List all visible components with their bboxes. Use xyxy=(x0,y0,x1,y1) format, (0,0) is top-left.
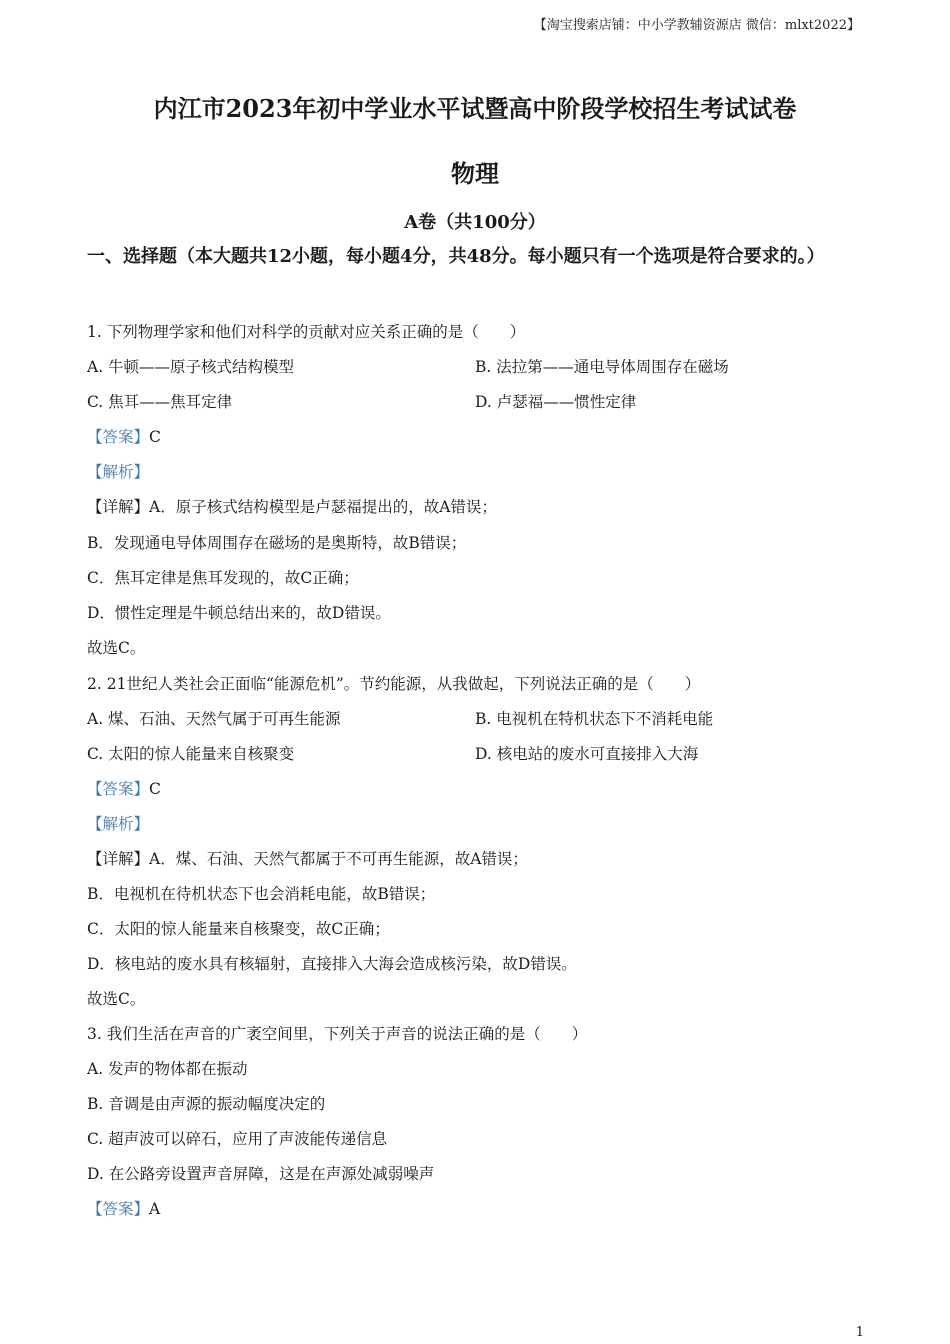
question-1-detail-d: D．惯性定理是牛顿总结出来的，故D错误。 xyxy=(87,604,391,622)
header-note: 【淘宝搜索店铺：中小学教辅资源店 微信：mlxt2022】 xyxy=(533,18,860,33)
question-3-option-c: C. 超声波可以碎石，应用了声波能传递信息 xyxy=(87,1130,388,1148)
question-2-answer xyxy=(87,777,161,799)
section-heading: 一、选择题（本大题共12小题，每小题4分，共48分。每小题只有一个选项是符合要求的。） xyxy=(87,246,825,267)
answer-value: A xyxy=(149,1200,161,1218)
question-2-analysis-label: 【解析】 xyxy=(87,815,150,833)
question-1-analysis-label: 【解析】 xyxy=(87,463,150,481)
question-2-conclusion: 故选C。 xyxy=(87,990,146,1008)
question-3-stem: 3. 我们生活在声音的广袤空间里，下列关于声音的说法正确的是（ ） xyxy=(87,1025,588,1043)
question-2-detail-b: B．电视机在待机状态下也会消耗电能，故B错误； xyxy=(87,885,436,903)
question-1-stem: 1. 下列物理学家和他们对科学的贡献对应关系正确的是（ ） xyxy=(87,323,526,341)
question-1-detail-b: B．发现通电导体周围存在磁场的是奥斯特，故B错误； xyxy=(87,534,467,552)
subject-title: 物理 xyxy=(451,159,499,188)
question-2-stem: 2. 21世纪人类社会正面临“能源危机”。节约能源，从我做起，下列说法正确的是（ ） xyxy=(87,675,701,693)
question-1-answer xyxy=(87,425,161,447)
question-2-option-c: C. 太阳的惊人能量来自核聚变 xyxy=(87,745,295,763)
answer-label: 【答案】 xyxy=(87,1200,150,1218)
answer-label: 【答案】 xyxy=(87,780,150,798)
question-2-detail-d: D．核电站的废水具有核辐射，直接排入大海会造成核污染，故D错误。 xyxy=(87,955,577,973)
answer-label: 【答案】 xyxy=(87,428,150,446)
question-3-option-a: A. 发声的物体都在振动 xyxy=(87,1060,248,1078)
detail-text: A．原子核式结构模型是卢瑟福提出的，故A错误； xyxy=(149,498,497,516)
detail-label: 【详解】 xyxy=(87,498,150,516)
question-1-detail-a xyxy=(87,495,497,517)
exam-title: 内江市2023年初中学业水平试暨高中阶段学校招生考试试卷 xyxy=(153,94,797,123)
answer-value: C xyxy=(149,780,161,798)
question-2-detail-a xyxy=(87,847,528,869)
answer-value: C xyxy=(149,428,161,446)
question-2-option-d: D. 核电站的废水可直接排入大海 xyxy=(475,745,699,763)
volume-heading: A卷（共100分） xyxy=(404,212,546,233)
detail-text: A．煤、石油、天然气都属于不可再生能源，故A错误； xyxy=(149,850,528,868)
question-1-option-a: A. 牛顿——原子核式结构模型 xyxy=(87,358,295,376)
question-1-conclusion: 故选C。 xyxy=(87,639,146,657)
page-number: 1 xyxy=(855,1325,864,1340)
question-2-option-a: A. 煤、石油、天然气属于可再生能源 xyxy=(87,710,341,728)
question-3-option-b: B. 音调是由声源的振动幅度决定的 xyxy=(87,1095,326,1113)
question-2-detail-c: C．太阳的惊人能量来自核聚变，故C正确； xyxy=(87,920,390,938)
question-3-answer xyxy=(87,1197,160,1219)
question-2-option-b: B. 电视机在特机状态下不消耗电能 xyxy=(475,710,714,728)
question-1-option-d: D. 卢瑟福——惯性定律 xyxy=(475,393,637,411)
detail-label: 【详解】 xyxy=(87,850,150,868)
question-1-detail-c: C．焦耳定律是焦耳发现的，故C正确； xyxy=(87,569,359,587)
question-1-option-c: C. 焦耳——焦耳定律 xyxy=(87,393,233,411)
question-1-option-b: B. 法拉第——通电导体周围存在磁场 xyxy=(475,358,729,376)
question-3-option-d: D. 在公路旁设置声音屏障，这是在声源处减弱噪声 xyxy=(87,1165,435,1183)
